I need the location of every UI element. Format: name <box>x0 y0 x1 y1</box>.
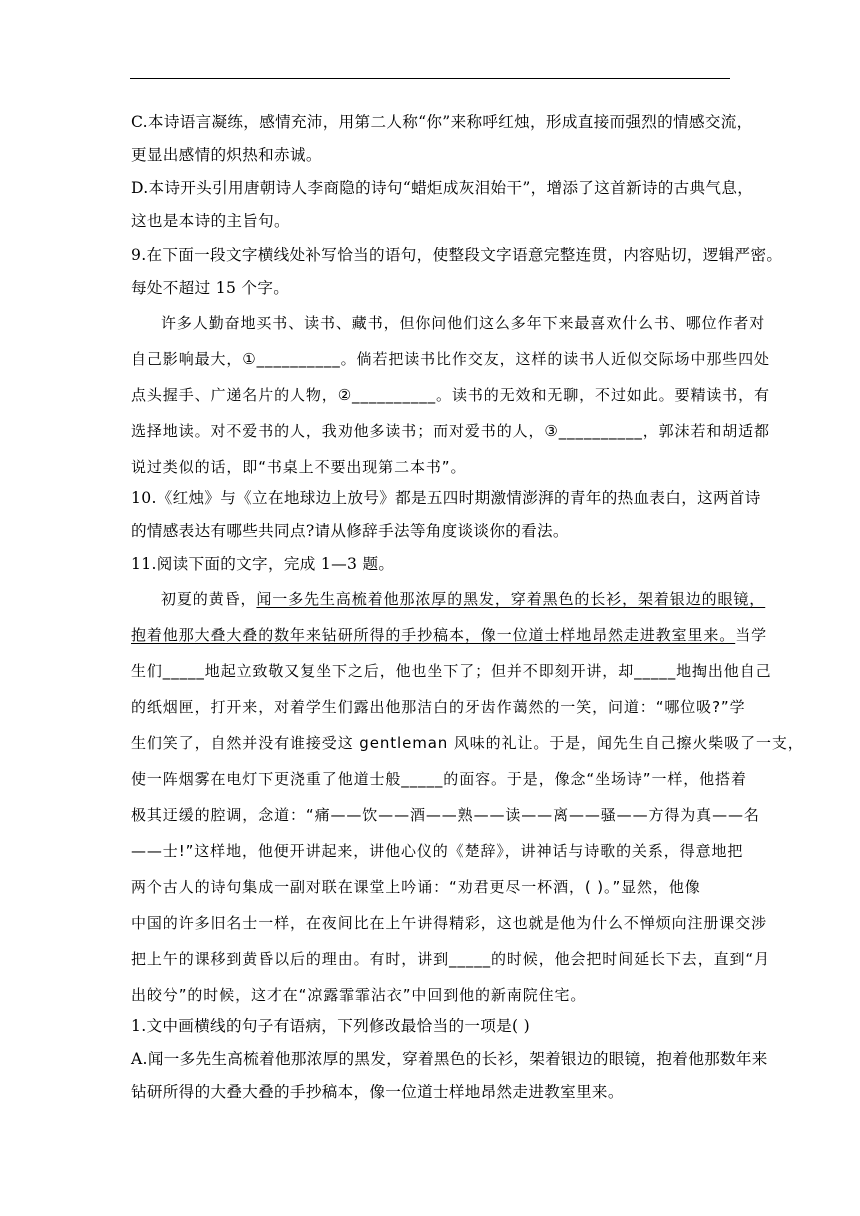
question-11-heading: 11.阅读下面的文字，完成 1—3 题。 <box>131 555 395 573</box>
passage-lead-text: 初夏的黄昏， <box>161 590 257 608</box>
passage-11-line-5: 生们笑了，自然并没有谁接受这 gentleman 风味的礼让。于是，闻先生自己擦火柴吸了一支， <box>131 734 804 752</box>
passage-11-line-9: 两个古人的诗句集成一副对联在课堂上吟诵：“劝君更尽一杯酒，( )。”显然，他像 <box>131 878 701 896</box>
question-9-line-2: 每处不超过 15 个字。 <box>131 279 290 297</box>
question-9-line-1: 9.在下面一段文字横线处补写恰当的语句，使整段文字语意完整连贯，内容贴切，逻辑严密。 <box>131 246 783 264</box>
underlined-sentence-part-1: 闻一多先生高梳着他那浓厚的黑发，穿着黑色的长衫，架着银边的眼镜， <box>256 590 766 608</box>
option-c-line-1: C.本诗语言凝练，感情充沛，用第二人称“你”来称呼红烛，形成直接而强烈的情感交流， <box>131 113 753 131</box>
passage-11-line-4: 的纸烟匣，打开来，对着学生们露出他那洁白的牙齿作蔼然的一笑，问道：“哪位吸?”学 <box>131 698 746 716</box>
passage-11-line-11: 把上午的课移到黄昏以后的理由。有时，讲到_____的时候，他会把时间延长下去，直到“月 <box>131 950 770 968</box>
passage-11-line-10: 中国的许多旧名士一样，在夜间比在上午讲得精彩，这也就是他为什么不惮烦向注册课交涉 <box>131 914 768 932</box>
passage-11-line-12: 出皎兮”的时候，这才在“凉露霏霏沾衣”中回到他的新南院住宅。 <box>131 986 587 1004</box>
passage-9-line-4: 选择地读。对不爱书的人，我劝他多读书；而对爱书的人，③__________，郭沫若和胡适都 <box>131 422 770 440</box>
passage-9-line-2: 自己影响最大，①__________。倘若把读书比作交友，这样的读书人近似交际场中那些四处 <box>131 350 770 368</box>
passage-tail-text: 当学 <box>735 626 768 644</box>
subquestion-1-option-a-line-2: 钻研所得的大叠大叠的手抄稿本，像一位道士样地昂然走进教室里来。 <box>131 1083 624 1101</box>
underlined-sentence-part-2: 抱着他那大叠大叠的数年来钻研所得的手抄稿本，像一位道士样地昂然走进教室里来。 <box>131 626 736 644</box>
option-d-line-2: 这也是本诗的主旨句。 <box>131 212 290 230</box>
passage-9-line-5: 说过类似的话，即“书桌上不要出现第二本书”。 <box>131 458 467 476</box>
header-rule <box>130 78 730 79</box>
passage-9-line-3: 点头握手、广递名片的人物，②__________。读书的无效和无聊，不过如此。要精读书，有 <box>131 386 770 404</box>
passage-11-line-2 <box>131 625 767 645</box>
passage-11-line-6: 使一阵烟雾在电灯下更浇重了他道士般_____的面容。于是，像念“坐场诗”一样，他搭着 <box>131 770 747 788</box>
passage-11-line-8: ——士!”这样地，他便开讲起来，讲他心仪的《楚辞》，讲神话与诗歌的关系，得意地把 <box>131 842 744 860</box>
question-10-line-2: 的情感表达有哪些共同点?请从修辞手法等角度谈谈你的看法。 <box>131 522 569 540</box>
question-10-line-1: 10.《红烛》与《立在地球边上放号》都是五四时期激情澎湃的青年的热血表白，这两首诗 <box>131 489 761 507</box>
option-d-line-1: D.本诗开头引用唐朝诗人李商隐的诗句“蜡炬成灰泪始干”，增添了这首新诗的古典气息， <box>131 179 754 197</box>
passage-11-line-1 <box>161 589 765 609</box>
passage-11-line-3: 生们_____地起立致敬又复坐下之后，他也坐下了；但并不即刻开讲，却_____地掏出他自己 <box>131 662 772 680</box>
passage-9-line-1: 许多人勤奋地买书、读书、藏书，但你问他们这么多年下来最喜欢什么书、哪位作者对 <box>161 314 766 332</box>
passage-11-line-7: 极其迂缓的腔调，念道：“痛——饮——酒——熟——读——离——骚——方得为真——名 <box>131 806 760 824</box>
subquestion-1-option-a-line-1: A.闻一多先生高梳着他那浓厚的黑发，穿着黑色的长衫，架着银边的眼镜，抱着他那数年来 <box>131 1050 768 1068</box>
option-c-line-2: 更显出感情的炽热和赤诚。 <box>131 146 322 164</box>
subquestion-1-prompt: 1.文中画横线的句子有语病，下列修改最恰当的一项是( ) <box>131 1017 531 1035</box>
